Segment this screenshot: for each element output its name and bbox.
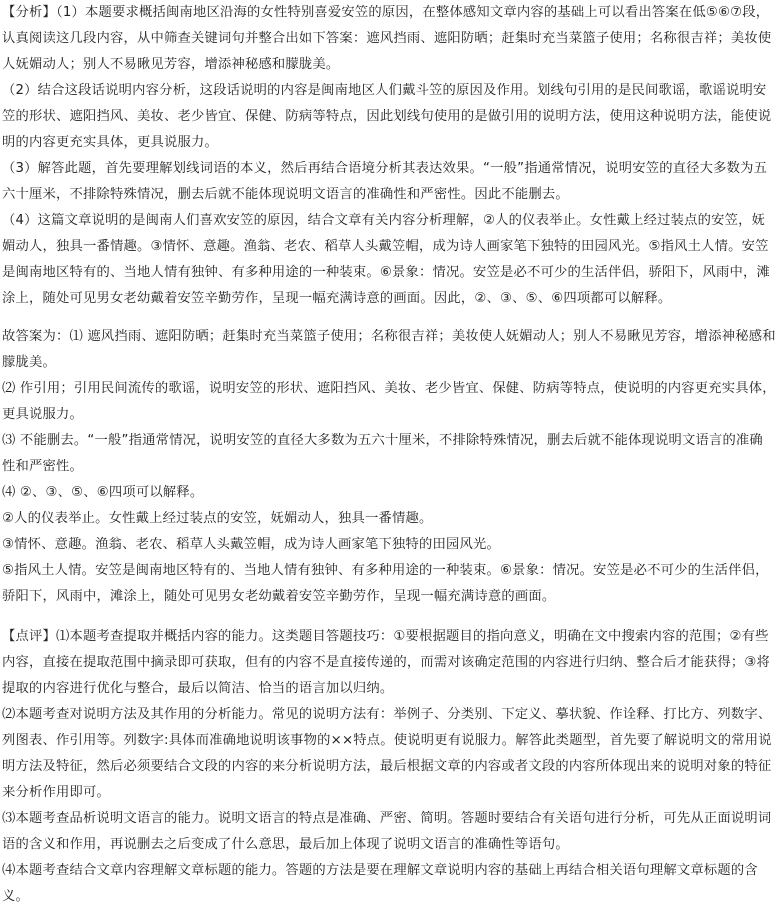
- analysis-part-2: （2）结合这段话说明内容分析，这段话说明的内容是闽南地区人们戴斗笠的原因及作用。划线句引用的是民间歌谣，歌谣说明安笠的形状、遮阳挡风、美妆、老少皆宜、保健、防病等特点，因此划线句使用的是做引用的说明方法，使用这种说明方法，能使说明的内容更充实具体，更具说服力。: [2, 83, 772, 150]
- answer-detail-3: ③情怀、意趣。渔翁、老农、稻草人头戴笠帽，成为诗人画家笔下独特的田园风光。: [2, 537, 501, 552]
- answer-part-1: 故答案为：⑴ 遮风挡雨、遮阳防晒；赶集时充当菜篮子使用；名称很吉祥；美妆使人妩媚动人；别人不易瞅见芳容，增添神秘感和朦胧美。: [2, 329, 776, 370]
- comment-section: [2, 624, 776, 910]
- analysis-part-3: （3）解答此题，首先要理解划线词语的本义，然后再结合语境分析其表达效果。“一般”指通常情况，说明安笠的直径大多数为五六十厘米，不排除特殊情况，删去后就不能体现说明文语言的准确性和严密性。因此不能删去。: [2, 161, 768, 202]
- answer-detail-2: ②人的仪表举止。女性戴上经过装点的安笠，妩媚动人，独具一番情趣。: [2, 511, 433, 526]
- answer-part-2: ⑵ 作引用；引用民间流传的歌谣，说明安笠的形状、遮阳挡风、美妆、老少皆宜、保健、防病等特点，使说明的内容更充实具体，更具说服力。: [2, 381, 776, 422]
- answer-detail-5-6: ⑤指风土人情。安笠是闽南地区特有的、当地人情有独钟、有多种用途的一种装束。⑥景象：情况。安笠是必不可少的生活伴侣，骄阳下，风雨中，滩涂上，随处可见男女老幼戴着安笠辛勤劳作，呈现一幅充满诗意的画面。: [2, 563, 769, 604]
- analysis-part-1: 【分析】（1）本题要求概括闽南地区沿海的女性特别喜爱安笠的原因，在整体感知文章内容的基础上可以看出答案在低⑤⑥⑦段，认真阅读这几段内容，从中筛查关键词句并整合出如下答案：遮风挡雨、遮阳防晒；赶集时充当菜篮子使用；名称很吉祥；美妆使人妩媚动人；别人不易瞅见芳容，增添神秘感和朦胧美。: [2, 5, 772, 72]
- comment-part-4: ⑷本题考查结合文章内容理解文章标题的能力。答题的方法是要在理解文章说明内容的基础上再结合相关语句理解文章标题的含义。: [2, 863, 758, 904]
- answer-section: [2, 324, 776, 610]
- answer-part-4: ⑷ ②、③、⑤、⑥四项可以解释。: [2, 485, 204, 500]
- comment-part-3: ⑶本题考查品析说明文语言的能力。说明文语言的特点是准确、严密、简明。答题时要结合有关语句进行分析，可先从正面说明词语的含义和作用，再说删去之后变成了什么意思，最后加上体现了说明文语言的准确性等语句。: [2, 811, 772, 852]
- section-divider: [2, 610, 776, 624]
- comment-part-1: 【点评】⑴本题考查提取并概括内容的能力。这类题目答题技巧：①要根据题目的指向意义，明确在文中搜索内容的范围；②有些内容，直接在提取范围中摘录即可获取，但有的内容不是直接传递的，而需对该确定范围的内容进行归纳、整合后才能获得；③将提取的内容进行优化与整合，最后以简洁、恰当的语言加以归纳。: [2, 629, 770, 696]
- answer-part-3: ⑶ 不能删去。“一般”指通常情况，说明安笠的直径大多数为五六十厘米，不排除特殊情况，删去后就不能体现说明文语言的准确性和严密性。: [2, 433, 763, 474]
- comment-part-2: ⑵本题考查对说明方法及其作用的分析能力。常见的说明方法有：举例子、分类别、下定义、摹状貌、作诠释、打比方、列数字、列图表、作引用等。列数字:具体而准确地说明该事物的××特点。使说明更有说服力。解答此类题型，首先要了解说明文的常用说明方法及特征，然后必须要结合文段的内容的来分析说明方法，最后根据文章的内容或者文段的内容所体现出来的说明对象的特征来分析作用即可。: [2, 707, 772, 800]
- analysis-section: [2, 0, 776, 312]
- section-divider: [2, 312, 776, 324]
- analysis-part-4: （4）这篇文章说明的是闽南人们喜欢安笠的原因，结合文章有关内容分析理解，②人的仪表举止。女性戴上经过装点的安笠，妩媚动人，独具一番情趣。③情怀、意趣。渔翁、老农、稻草人头戴笠帽，成为诗人画家笔下独特的田园风光。⑤指风土人情。安笠是闽南地区特有的、当地人情有独钟、有多种用途的一种装束。⑥景象：情况。安笠是必不可少的生活伴侣，骄阳下，风雨中，滩涂上，随处可见男女老幼戴着安笠辛勤劳作，呈现一幅充满诗意的画面。因此，②、③、⑤、⑥四项都可以解释。: [2, 213, 770, 306]
